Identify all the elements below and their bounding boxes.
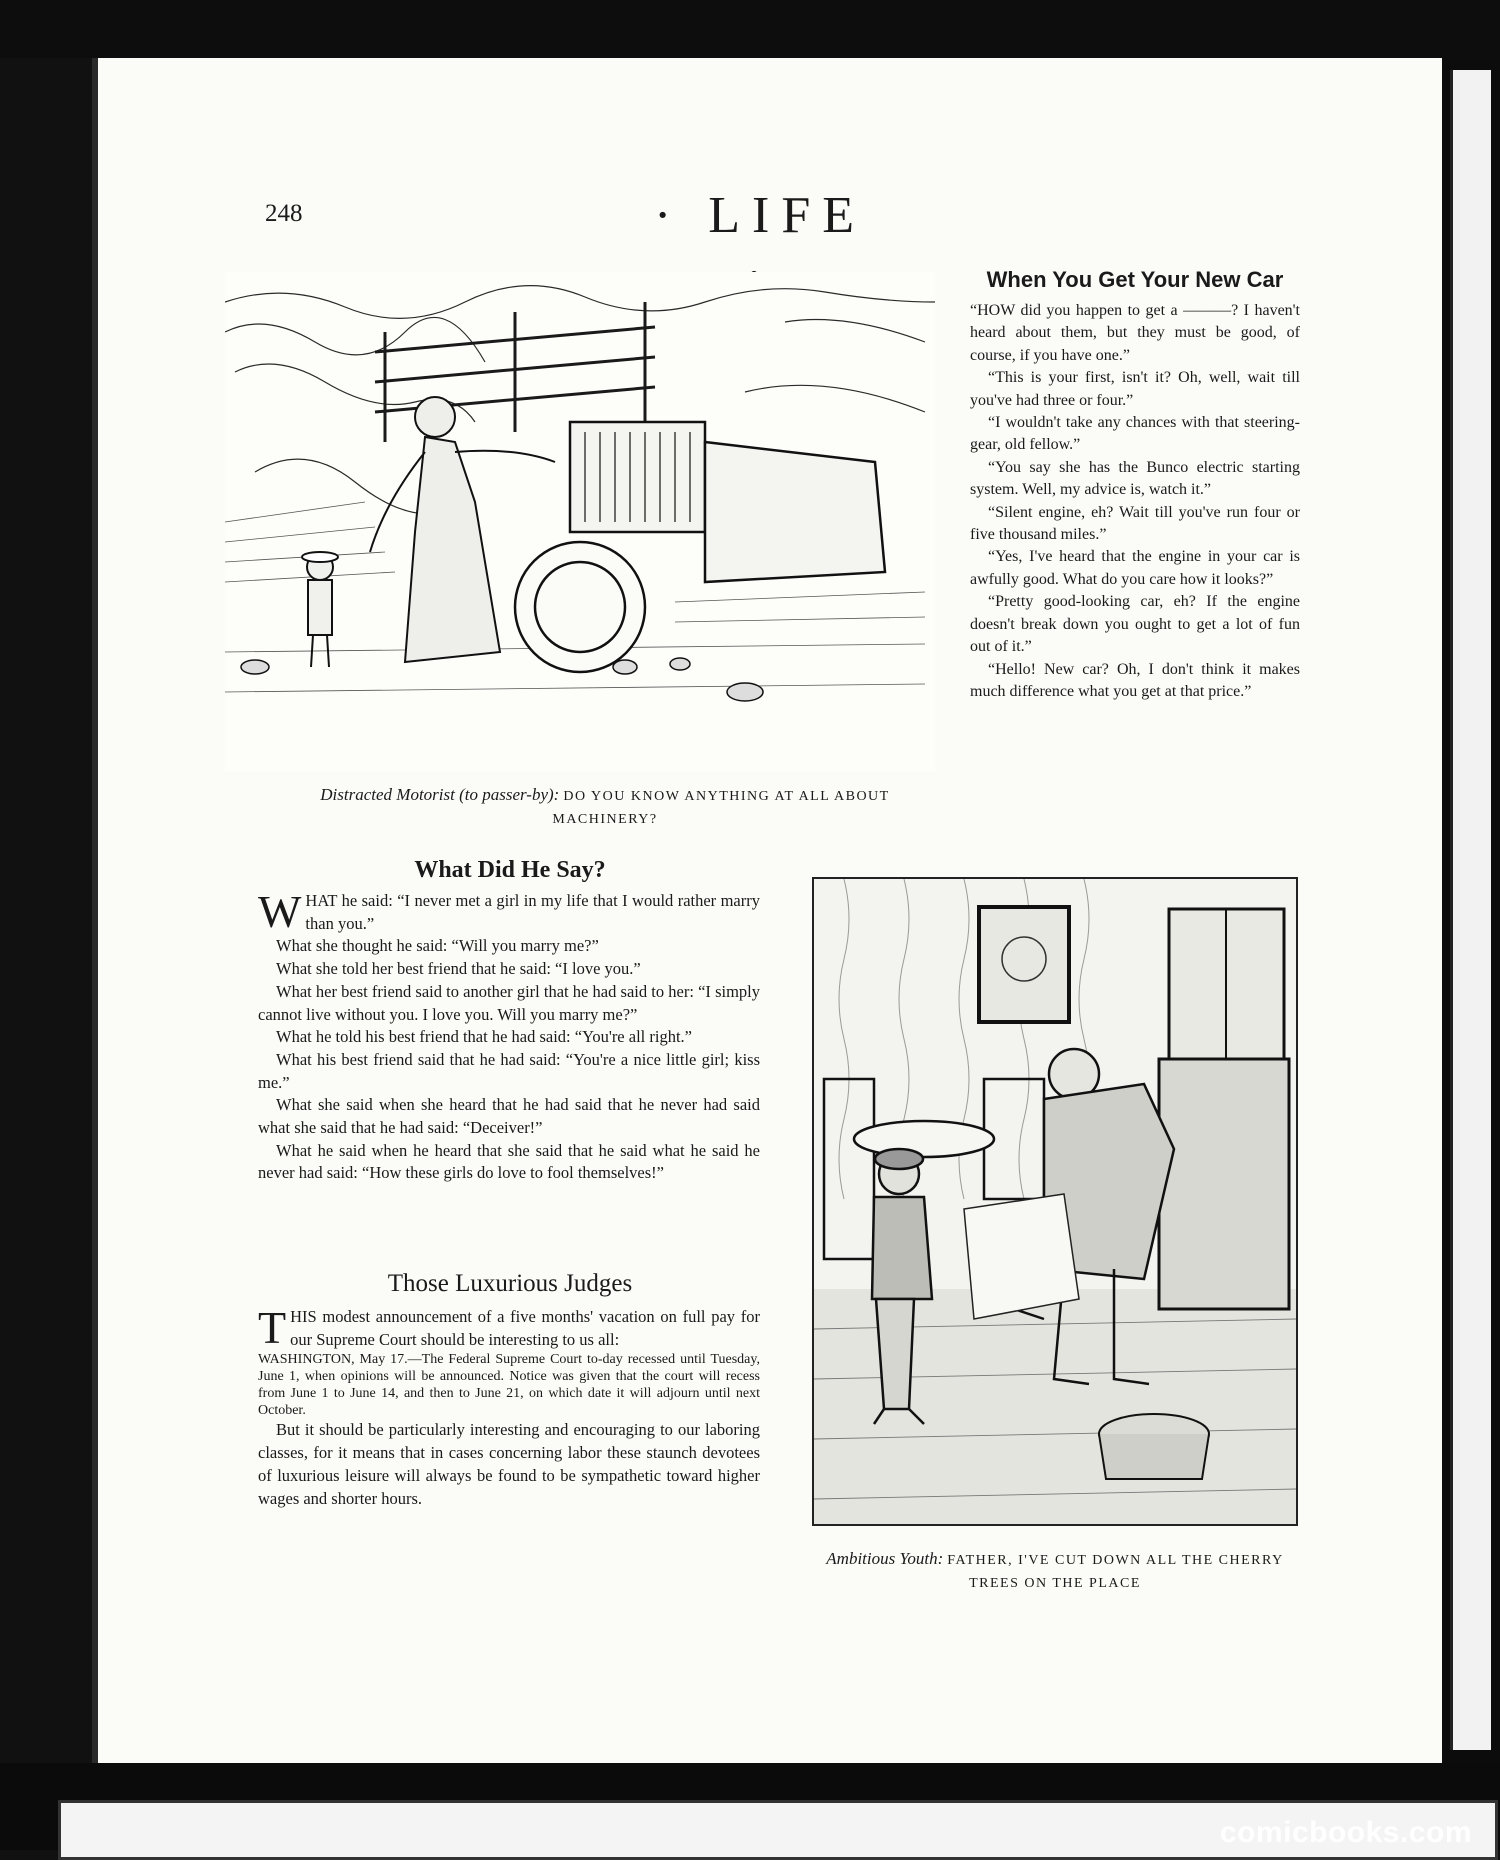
- article-paragraph: What her best friend said to another girl that he had said to her: “I simply cannot live without you. I love you. Will you marry me?”: [258, 981, 760, 1024]
- caption-speaker: Distracted Motorist (to passer-by):: [320, 785, 560, 804]
- new-car-paragraph: “Yes, I've heard that the engine in your car is awfully good. What do you care how it looks?”: [970, 548, 1300, 588]
- article-paragraph: HIS modest announcement of a five months' vacation on full pay for our Supreme Court should be interesting to us all:: [290, 1307, 760, 1349]
- article-paragraph: What he told his best friend that he had said: “You're all right.”: [276, 1027, 692, 1047]
- motorist-cartoon-caption: [295, 784, 915, 831]
- motorist-cartoon-illustration: [225, 272, 935, 772]
- new-car-paragraph: “Pretty good-looking car, eh? If the engine doesn't break down you ought to get a lot of fun out of it.”: [970, 593, 1300, 656]
- news-notice: WASHINGTON, May 17.—The Federal Supreme Court to-day recessed until Tuesday, June 1, when opinions will be announced. Notice was given that the court will recess from June 1 to June 14, and then to June 21, on which date it will adjourn until next October.: [258, 1352, 760, 1419]
- youth-cartoon-caption: [815, 1548, 1295, 1595]
- dropcap-letter: T: [258, 1302, 287, 1353]
- new-car-paragraph: “Silent engine, eh? Wait till you've run four or five thousand miles.”: [970, 503, 1300, 544]
- new-car-paragraph: “Hello! New car? Oh, I don't think it makes much difference what you get at that price.”: [970, 660, 1300, 700]
- judges-article: [258, 1302, 760, 1510]
- article-paragraph: HAT he said: “I never met a girl in my life that I would rather marry than you.”: [305, 891, 760, 933]
- new-car-paragraph: “I wouldn't take any chances with that steering-gear, old fellow.”: [970, 414, 1300, 454]
- what-did-he-say-article: [258, 886, 760, 1185]
- page-number: 248: [265, 200, 303, 227]
- article-paragraph: What she thought he said: “Will you marry me?”: [276, 936, 599, 956]
- scan-border-top: [0, 0, 1500, 58]
- caption-text: DO YOU KNOW ANYTHING AT ALL ABOUT MACHINERY?: [552, 789, 890, 827]
- adjacent-page-sliver: [1450, 70, 1491, 1750]
- judges-headline: Those Luxurious Judges: [387, 1270, 633, 1297]
- caption-text: FATHER, I'VE CUT DOWN ALL THE CHERRY TREES ON THE PLACE: [947, 1553, 1284, 1591]
- what-did-he-say-headline: What Did He Say?: [414, 857, 606, 883]
- article-paragraph: What his best friend said that he had said: “You're a nice little girl; kiss me.”: [258, 1049, 760, 1092]
- site-watermark: comicbooks.com: [1219, 1816, 1472, 1849]
- youth-cartoon-illustration: [812, 877, 1298, 1526]
- article-paragraph: What she said when she heard that he had said that he never had said what she said that he had said: “Deceiver!”: [258, 1095, 760, 1138]
- article-paragraph: But it should be particularly interesting and encouraging to our laboring classes, for it means that in cases concerning labor these staunch devotees of luxurious leisure will always be found to be sympathetic toward higher wages and shorter hours.: [258, 1420, 760, 1508]
- article-paragraph: What she told her best friend that he said: “I love you.”: [276, 959, 641, 979]
- new-car-paragraph: “This is your first, isn't it? Oh, well, wait till you've had three or four.”: [970, 369, 1300, 409]
- new-car-article: [970, 300, 1300, 703]
- new-car-headline: When You Get Your New Car: [986, 267, 1284, 292]
- dropcap-letter: W: [258, 886, 302, 937]
- new-car-paragraph: “You say she has the Bunco electric starting system. Well, my advice is, watch it.”: [970, 458, 1300, 499]
- masthead-title: · LIFE: [653, 187, 867, 244]
- article-paragraph: What he said when he heard that she said that he said what he said he never had said: “How these girls do love to fool themselves!”: [258, 1140, 760, 1183]
- caption-speaker: Ambitious Youth:: [826, 1549, 944, 1568]
- new-car-paragraph: “HOW did you happen to get a ———? I haven't heard about them, but they must be good, of course, if you have one.”: [970, 302, 1300, 364]
